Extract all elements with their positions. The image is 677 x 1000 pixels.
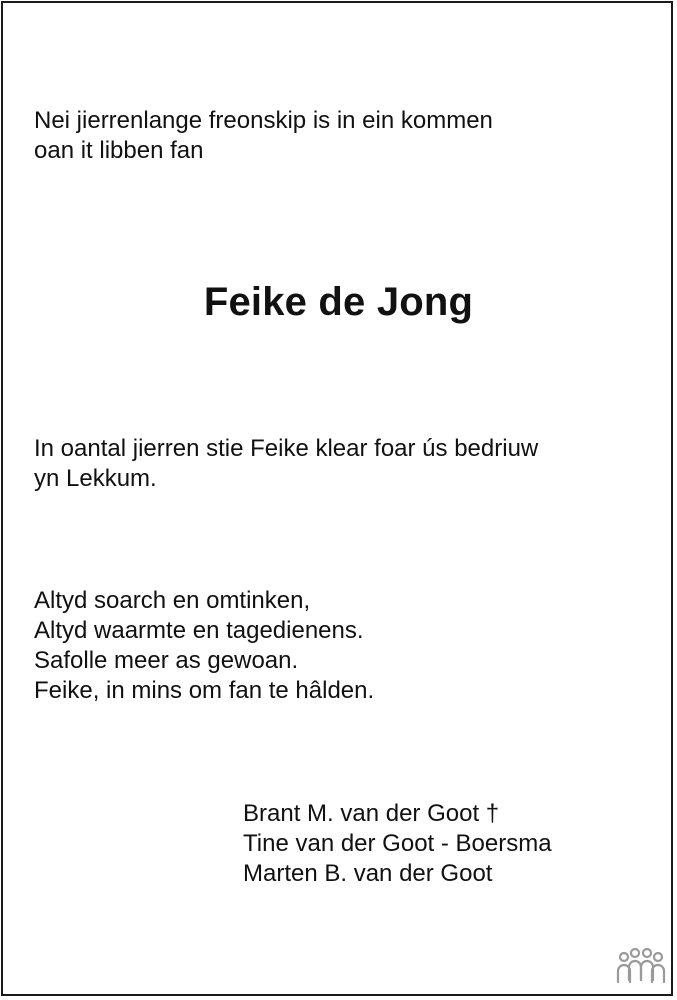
- intro-line: oan it libben fan: [34, 137, 204, 164]
- intro-text: [34, 106, 493, 166]
- poem-line: Feike, in mins om fan te hâlden.: [34, 677, 375, 704]
- signer-name: Marten B. van der Goot: [243, 860, 493, 887]
- poem-line: Altyd soarch en omtinken,: [34, 587, 311, 614]
- signer-name: Brant M. van der Goot †: [243, 800, 500, 827]
- poem-line: Safolle meer as gewoan.: [34, 647, 299, 674]
- work-line: yn Lekkum.: [34, 465, 157, 492]
- poem: [34, 586, 374, 706]
- work-text: [34, 434, 538, 494]
- signer-name: Tine van der Goot - Boersma: [243, 830, 552, 857]
- family-people-icon: [616, 944, 666, 988]
- deceased-name: Feike de Jong: [203, 280, 474, 324]
- poem-line: Altyd waarmte en tagedienens.: [34, 617, 364, 644]
- work-line: In oantal jierren stie Feike klear foar ús bedriuw: [34, 435, 539, 462]
- signers: [243, 799, 552, 889]
- intro-line: Nei jierrenlange freonskip is in ein kommen: [34, 107, 493, 134]
